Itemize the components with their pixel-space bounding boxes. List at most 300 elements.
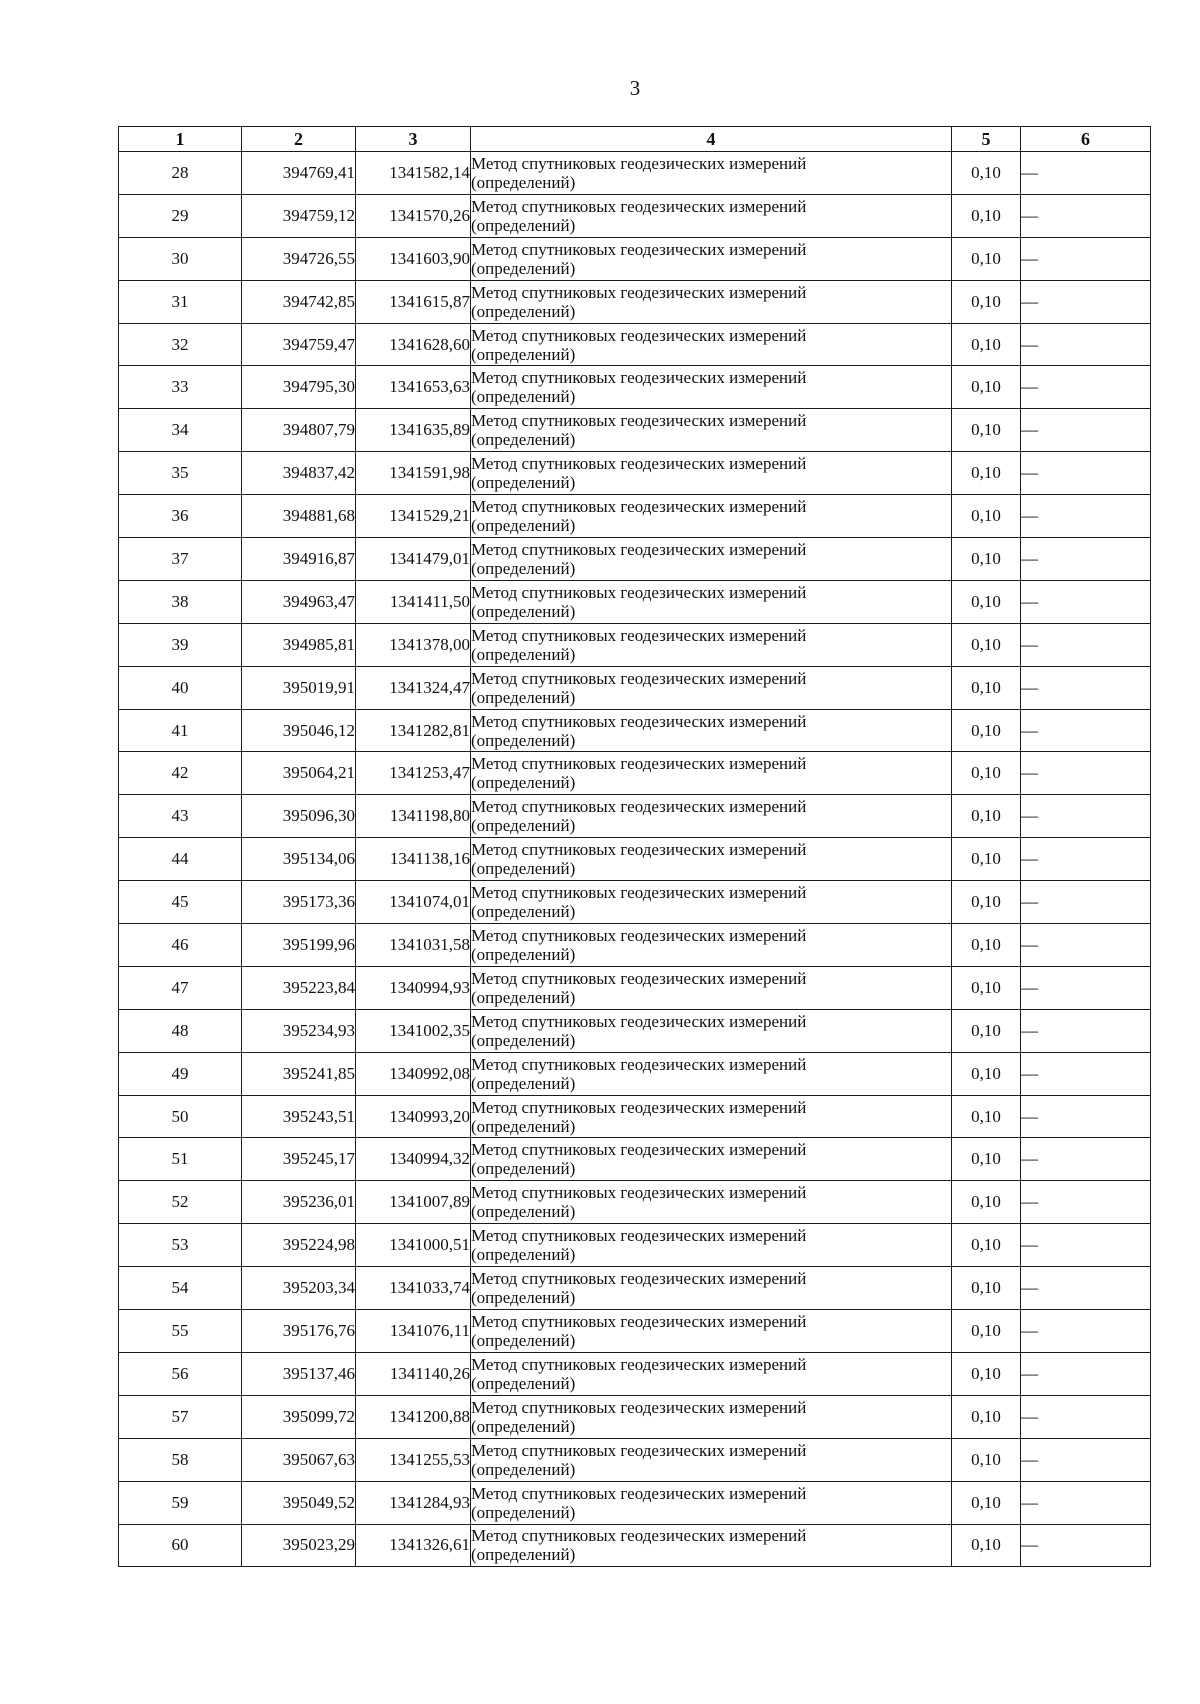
point-number-cell: 38: [119, 580, 242, 623]
point-number-cell: 54: [119, 1267, 242, 1310]
method-text: Метод спутниковых геодезических измерений: [471, 1526, 807, 1546]
table-row: [119, 795, 1151, 838]
accuracy-cell: 0,10: [952, 323, 1021, 366]
description-cell: —: [1021, 752, 1151, 795]
method-text: Метод спутниковых геодезических измерений: [471, 411, 807, 431]
method-text: Метод спутниковых геодезических измерений: [471, 196, 807, 216]
table-row: [119, 452, 1151, 495]
table-row: [119, 924, 1151, 967]
method-cell: [471, 1009, 952, 1052]
method-text: Метод спутниковых геодезических измерений: [471, 239, 807, 259]
x-coordinate-cell: 395046,12: [242, 709, 356, 752]
accuracy-cell: 0,10: [952, 1224, 1021, 1267]
x-coordinate-cell: 394742,85: [242, 280, 356, 323]
description-cell: —: [1021, 966, 1151, 1009]
table-row: [119, 1009, 1151, 1052]
table-row: [119, 152, 1151, 195]
x-coordinate-cell: 394726,55: [242, 237, 356, 280]
table-row: [119, 194, 1151, 237]
point-number-cell: 40: [119, 666, 242, 709]
accuracy-cell: 0,10: [952, 838, 1021, 881]
x-coordinate-cell: 394759,47: [242, 323, 356, 366]
method-cell: [471, 881, 952, 924]
description-cell: —: [1021, 1181, 1151, 1224]
accuracy-cell: 0,10: [952, 1095, 1021, 1138]
method-text: Метод спутниковых геодезических измерений: [471, 368, 807, 388]
y-coordinate-cell: 1341076,11: [356, 1310, 471, 1353]
method-text: Метод спутниковых геодезических измерений: [471, 1397, 807, 1417]
method-cell: [471, 1395, 952, 1438]
method-cell: [471, 709, 952, 752]
accuracy-cell: 0,10: [952, 580, 1021, 623]
x-coordinate-cell: 394837,42: [242, 452, 356, 495]
method-text: Метод спутниковых геодезических измерений: [471, 539, 807, 559]
method-cell: [471, 452, 952, 495]
accuracy-cell: 0,10: [952, 237, 1021, 280]
x-coordinate-cell: 395223,84: [242, 966, 356, 1009]
x-coordinate-cell: 395134,06: [242, 838, 356, 881]
table-row: [119, 237, 1151, 280]
method-text-continued: (определений): [471, 558, 576, 578]
method-cell: [471, 966, 952, 1009]
description-cell: —: [1021, 709, 1151, 752]
method-cell: [471, 323, 952, 366]
description-cell: —: [1021, 1395, 1151, 1438]
x-coordinate-cell: 394769,41: [242, 152, 356, 195]
table-row: [119, 580, 1151, 623]
method-text: Метод спутниковых геодезических измерений: [471, 1183, 807, 1203]
table-header-row: [119, 127, 1151, 152]
table-row: [119, 838, 1151, 881]
description-cell: —: [1021, 1352, 1151, 1395]
table-row: [119, 1481, 1151, 1524]
point-number-cell: 29: [119, 194, 242, 237]
y-coordinate-cell: 1341411,50: [356, 580, 471, 623]
y-coordinate-cell: 1340994,32: [356, 1138, 471, 1181]
method-text-continued: (определений): [471, 1502, 576, 1522]
table-row: [119, 323, 1151, 366]
method-text-continued: (определений): [471, 1116, 576, 1136]
x-coordinate-cell: 395023,29: [242, 1524, 356, 1567]
description-cell: —: [1021, 1052, 1151, 1095]
page-number: 3: [629, 76, 641, 100]
table-row: [119, 966, 1151, 1009]
point-number-cell: 49: [119, 1052, 242, 1095]
method-text-continued: (определений): [471, 1159, 576, 1179]
accuracy-cell: 0,10: [952, 1181, 1021, 1224]
table-row: [119, 366, 1151, 409]
description-cell: —: [1021, 495, 1151, 538]
y-coordinate-cell: 1340994,93: [356, 966, 471, 1009]
x-coordinate-cell: 395067,63: [242, 1438, 356, 1481]
method-cell: [471, 1438, 952, 1481]
method-text-continued: (определений): [471, 301, 576, 321]
table-row: [119, 666, 1151, 709]
description-cell: —: [1021, 323, 1151, 366]
description-cell: —: [1021, 409, 1151, 452]
method-text: Метод спутниковых геодезических измерений: [471, 1226, 807, 1246]
y-coordinate-cell: 1341284,93: [356, 1481, 471, 1524]
method-text-continued: (определений): [471, 1030, 576, 1050]
method-text-continued: (определений): [471, 1545, 576, 1565]
x-coordinate-cell: 395199,96: [242, 924, 356, 967]
point-number-cell: 45: [119, 881, 242, 924]
point-number-cell: 46: [119, 924, 242, 967]
method-text: Метод спутниковых геодезических измерений: [471, 925, 807, 945]
method-text: Метод спутниковых геодезических измерений: [471, 1140, 807, 1160]
table-row: [119, 1352, 1151, 1395]
point-number-cell: 28: [119, 152, 242, 195]
method-text: Метод спутниковых геодезических измерений: [471, 1054, 807, 1074]
method-text-continued: (определений): [471, 387, 576, 407]
table-row: [119, 1438, 1151, 1481]
y-coordinate-cell: 1341591,98: [356, 452, 471, 495]
table-row: [119, 623, 1151, 666]
x-coordinate-cell: 394807,79: [242, 409, 356, 452]
method-text: Метод спутниковых геодезических измерений: [471, 1311, 807, 1331]
method-text-continued: (определений): [471, 1288, 576, 1308]
method-cell: [471, 666, 952, 709]
point-number-cell: 47: [119, 966, 242, 1009]
accuracy-cell: 0,10: [952, 1524, 1021, 1567]
accuracy-cell: 0,10: [952, 1310, 1021, 1353]
table-row: [119, 538, 1151, 581]
point-number-cell: 60: [119, 1524, 242, 1567]
column-header: 6: [1021, 127, 1151, 152]
method-text: Метод спутниковых геодезических измерений: [471, 754, 807, 774]
method-text: Метод спутниковых геодезических измерений: [471, 582, 807, 602]
table-body: [119, 152, 1151, 1567]
method-text: Метод спутниковых геодезических измерений: [471, 625, 807, 645]
accuracy-cell: 0,10: [952, 194, 1021, 237]
table-row: [119, 1052, 1151, 1095]
accuracy-cell: 0,10: [952, 752, 1021, 795]
method-cell: [471, 1352, 952, 1395]
y-coordinate-cell: 1341007,89: [356, 1181, 471, 1224]
x-coordinate-cell: 395019,91: [242, 666, 356, 709]
method-cell: [471, 495, 952, 538]
accuracy-cell: 0,10: [952, 1481, 1021, 1524]
accuracy-cell: 0,10: [952, 623, 1021, 666]
accuracy-cell: 0,10: [952, 1009, 1021, 1052]
description-cell: —: [1021, 838, 1151, 881]
accuracy-cell: 0,10: [952, 709, 1021, 752]
method-text: Метод спутниковых геодезических измерений: [471, 325, 807, 345]
method-text-continued: (определений): [471, 430, 576, 450]
x-coordinate-cell: 395243,51: [242, 1095, 356, 1138]
point-number-cell: 41: [119, 709, 242, 752]
point-number-cell: 56: [119, 1352, 242, 1395]
description-cell: —: [1021, 1267, 1151, 1310]
method-cell: [471, 409, 952, 452]
description-cell: —: [1021, 881, 1151, 924]
method-cell: [471, 1138, 952, 1181]
point-number-cell: 33: [119, 366, 242, 409]
description-cell: —: [1021, 366, 1151, 409]
y-coordinate-cell: 1341326,61: [356, 1524, 471, 1567]
description-cell: —: [1021, 924, 1151, 967]
y-coordinate-cell: 1341570,26: [356, 194, 471, 237]
method-text-continued: (определений): [471, 773, 576, 793]
method-text: Метод спутниковых геодезических измерений: [471, 1011, 807, 1031]
y-coordinate-cell: 1341140,26: [356, 1352, 471, 1395]
method-cell: [471, 580, 952, 623]
point-number-cell: 34: [119, 409, 242, 452]
point-number-cell: 59: [119, 1481, 242, 1524]
method-text-continued: (определений): [471, 1459, 576, 1479]
method-cell: [471, 623, 952, 666]
method-text-continued: (определений): [471, 687, 576, 707]
y-coordinate-cell: 1341378,00: [356, 623, 471, 666]
point-number-cell: 37: [119, 538, 242, 581]
method-cell: [471, 838, 952, 881]
method-text: Метод спутниковых геодезических измерений: [471, 1483, 807, 1503]
y-coordinate-cell: 1341200,88: [356, 1395, 471, 1438]
point-number-cell: 42: [119, 752, 242, 795]
x-coordinate-cell: 395245,17: [242, 1138, 356, 1181]
point-number-cell: 58: [119, 1438, 242, 1481]
y-coordinate-cell: 1341603,90: [356, 237, 471, 280]
method-cell: [471, 366, 952, 409]
method-cell: [471, 280, 952, 323]
y-coordinate-cell: 1341198,80: [356, 795, 471, 838]
method-text: Метод спутниковых геодезических измерений: [471, 668, 807, 688]
column-header: 5: [952, 127, 1021, 152]
accuracy-cell: 0,10: [952, 495, 1021, 538]
method-text-continued: (определений): [471, 1373, 576, 1393]
description-cell: —: [1021, 452, 1151, 495]
method-text: Метод спутниковых геодезических измерений: [471, 1440, 807, 1460]
method-text: Метод спутниковых геодезических измерений: [471, 454, 807, 474]
accuracy-cell: 0,10: [952, 1052, 1021, 1095]
y-coordinate-cell: 1341031,58: [356, 924, 471, 967]
method-text: Метод спутниковых геодезических измерений: [471, 711, 807, 731]
y-coordinate-cell: 1341255,53: [356, 1438, 471, 1481]
point-number-cell: 32: [119, 323, 242, 366]
x-coordinate-cell: 394759,12: [242, 194, 356, 237]
table-row: [119, 495, 1151, 538]
y-coordinate-cell: 1340993,20: [356, 1095, 471, 1138]
x-coordinate-cell: 395173,36: [242, 881, 356, 924]
y-coordinate-cell: 1341582,14: [356, 152, 471, 195]
method-text: Метод спутниковых геодезических измерений: [471, 1097, 807, 1117]
method-text-continued: (определений): [471, 644, 576, 664]
x-coordinate-cell: 395099,72: [242, 1395, 356, 1438]
x-coordinate-cell: 395241,85: [242, 1052, 356, 1095]
table-row: [119, 709, 1151, 752]
method-text-continued: (определений): [471, 516, 576, 536]
table-row: [119, 752, 1151, 795]
table-row: [119, 1524, 1151, 1567]
method-text-continued: (определений): [471, 473, 576, 493]
table-row: [119, 1310, 1151, 1353]
point-number-cell: 35: [119, 452, 242, 495]
method-cell: [471, 1524, 952, 1567]
method-cell: [471, 1224, 952, 1267]
description-cell: —: [1021, 580, 1151, 623]
method-text-continued: (определений): [471, 172, 576, 192]
method-cell: [471, 1095, 952, 1138]
description-cell: —: [1021, 1524, 1151, 1567]
y-coordinate-cell: 1340992,08: [356, 1052, 471, 1095]
method-cell: [471, 152, 952, 195]
point-number-cell: 30: [119, 237, 242, 280]
method-text-continued: (определений): [471, 1416, 576, 1436]
accuracy-cell: 0,10: [952, 409, 1021, 452]
description-cell: —: [1021, 538, 1151, 581]
accuracy-cell: 0,10: [952, 881, 1021, 924]
method-text: Метод спутниковых геодезических измерений: [471, 282, 807, 302]
x-coordinate-cell: 395137,46: [242, 1352, 356, 1395]
description-cell: —: [1021, 152, 1151, 195]
accuracy-cell: 0,10: [952, 152, 1021, 195]
method-cell: [471, 1052, 952, 1095]
table-row: [119, 1267, 1151, 1310]
point-number-cell: 52: [119, 1181, 242, 1224]
method-cell: [471, 1481, 952, 1524]
description-cell: —: [1021, 623, 1151, 666]
accuracy-cell: 0,10: [952, 1395, 1021, 1438]
method-text: Метод спутниковых геодезических измерений: [471, 797, 807, 817]
method-cell: [471, 538, 952, 581]
method-text-continued: (определений): [471, 258, 576, 278]
method-text-continued: (определений): [471, 730, 576, 750]
method-text-continued: (определений): [471, 1073, 576, 1093]
description-cell: —: [1021, 1095, 1151, 1138]
method-cell: [471, 1267, 952, 1310]
accuracy-cell: 0,10: [952, 1267, 1021, 1310]
accuracy-cell: 0,10: [952, 366, 1021, 409]
method-text-continued: (определений): [471, 1330, 576, 1350]
x-coordinate-cell: 394985,81: [242, 623, 356, 666]
method-text-continued: (определений): [471, 816, 576, 836]
table-row: [119, 409, 1151, 452]
accuracy-cell: 0,10: [952, 795, 1021, 838]
point-number-cell: 36: [119, 495, 242, 538]
accuracy-cell: 0,10: [952, 666, 1021, 709]
description-cell: —: [1021, 237, 1151, 280]
y-coordinate-cell: 1341529,21: [356, 495, 471, 538]
method-text-continued: (определений): [471, 902, 576, 922]
x-coordinate-cell: 394963,47: [242, 580, 356, 623]
method-cell: [471, 1181, 952, 1224]
y-coordinate-cell: 1341253,47: [356, 752, 471, 795]
method-text-continued: (определений): [471, 344, 576, 364]
description-cell: —: [1021, 1438, 1151, 1481]
method-text-continued: (определений): [471, 601, 576, 621]
method-cell: [471, 752, 952, 795]
y-coordinate-cell: 1341002,35: [356, 1009, 471, 1052]
point-number-cell: 55: [119, 1310, 242, 1353]
y-coordinate-cell: 1341033,74: [356, 1267, 471, 1310]
y-coordinate-cell: 1341615,87: [356, 280, 471, 323]
x-coordinate-cell: 394881,68: [242, 495, 356, 538]
y-coordinate-cell: 1341324,47: [356, 666, 471, 709]
accuracy-cell: 0,10: [952, 1138, 1021, 1181]
column-header: 2: [242, 127, 356, 152]
method-text: Метод спутниковых геодезических измерений: [471, 840, 807, 860]
description-cell: —: [1021, 666, 1151, 709]
method-text-continued: (определений): [471, 1202, 576, 1222]
method-cell: [471, 194, 952, 237]
x-coordinate-cell: 395203,34: [242, 1267, 356, 1310]
accuracy-cell: 0,10: [952, 966, 1021, 1009]
description-cell: —: [1021, 795, 1151, 838]
method-text-continued: (определений): [471, 944, 576, 964]
description-cell: —: [1021, 1009, 1151, 1052]
y-coordinate-cell: 1341479,01: [356, 538, 471, 581]
x-coordinate-cell: 395234,93: [242, 1009, 356, 1052]
description-cell: —: [1021, 1481, 1151, 1524]
method-text: Метод спутниковых геодезических измерений: [471, 497, 807, 517]
table-row: [119, 1224, 1151, 1267]
accuracy-cell: 0,10: [952, 280, 1021, 323]
y-coordinate-cell: 1341653,63: [356, 366, 471, 409]
accuracy-cell: 0,10: [952, 924, 1021, 967]
x-coordinate-cell: 395224,98: [242, 1224, 356, 1267]
point-number-cell: 39: [119, 623, 242, 666]
point-number-cell: 51: [119, 1138, 242, 1181]
y-coordinate-cell: 1341635,89: [356, 409, 471, 452]
x-coordinate-cell: 394795,30: [242, 366, 356, 409]
method-text: Метод спутниковых геодезических измерений: [471, 1269, 807, 1289]
x-coordinate-cell: 395064,21: [242, 752, 356, 795]
method-text: Метод спутниковых геодезических измерений: [471, 153, 807, 173]
table-row: [119, 1395, 1151, 1438]
x-coordinate-cell: 395236,01: [242, 1181, 356, 1224]
description-cell: —: [1021, 194, 1151, 237]
point-number-cell: 50: [119, 1095, 242, 1138]
description-cell: —: [1021, 1224, 1151, 1267]
description-cell: —: [1021, 1138, 1151, 1181]
x-coordinate-cell: 394916,87: [242, 538, 356, 581]
column-header: 4: [471, 127, 952, 152]
method-cell: [471, 795, 952, 838]
method-text-continued: (определений): [471, 1245, 576, 1265]
accuracy-cell: 0,10: [952, 1438, 1021, 1481]
method-text: Метод спутниковых геодезических измерений: [471, 1354, 807, 1374]
accuracy-cell: 0,10: [952, 538, 1021, 581]
y-coordinate-cell: 1341138,16: [356, 838, 471, 881]
description-cell: —: [1021, 1310, 1151, 1353]
point-number-cell: 31: [119, 280, 242, 323]
column-header: 1: [119, 127, 242, 152]
y-coordinate-cell: 1341628,60: [356, 323, 471, 366]
y-coordinate-cell: 1341074,01: [356, 881, 471, 924]
table-row: [119, 1138, 1151, 1181]
table-row: [119, 1181, 1151, 1224]
y-coordinate-cell: 1341000,51: [356, 1224, 471, 1267]
table-row: [119, 881, 1151, 924]
y-coordinate-cell: 1341282,81: [356, 709, 471, 752]
point-number-cell: 53: [119, 1224, 242, 1267]
table-row: [119, 280, 1151, 323]
coordinates-table: [118, 126, 1151, 1567]
point-number-cell: 43: [119, 795, 242, 838]
description-cell: —: [1021, 280, 1151, 323]
method-text: Метод спутниковых геодезических измерений: [471, 883, 807, 903]
method-text: Метод спутниковых геодезических измерений: [471, 968, 807, 988]
column-header: 3: [356, 127, 471, 152]
point-number-cell: 57: [119, 1395, 242, 1438]
method-cell: [471, 237, 952, 280]
table-row: [119, 1095, 1151, 1138]
x-coordinate-cell: 395049,52: [242, 1481, 356, 1524]
method-text-continued: (определений): [471, 987, 576, 1007]
point-number-cell: 48: [119, 1009, 242, 1052]
point-number-cell: 44: [119, 838, 242, 881]
method-text-continued: (определений): [471, 859, 576, 879]
